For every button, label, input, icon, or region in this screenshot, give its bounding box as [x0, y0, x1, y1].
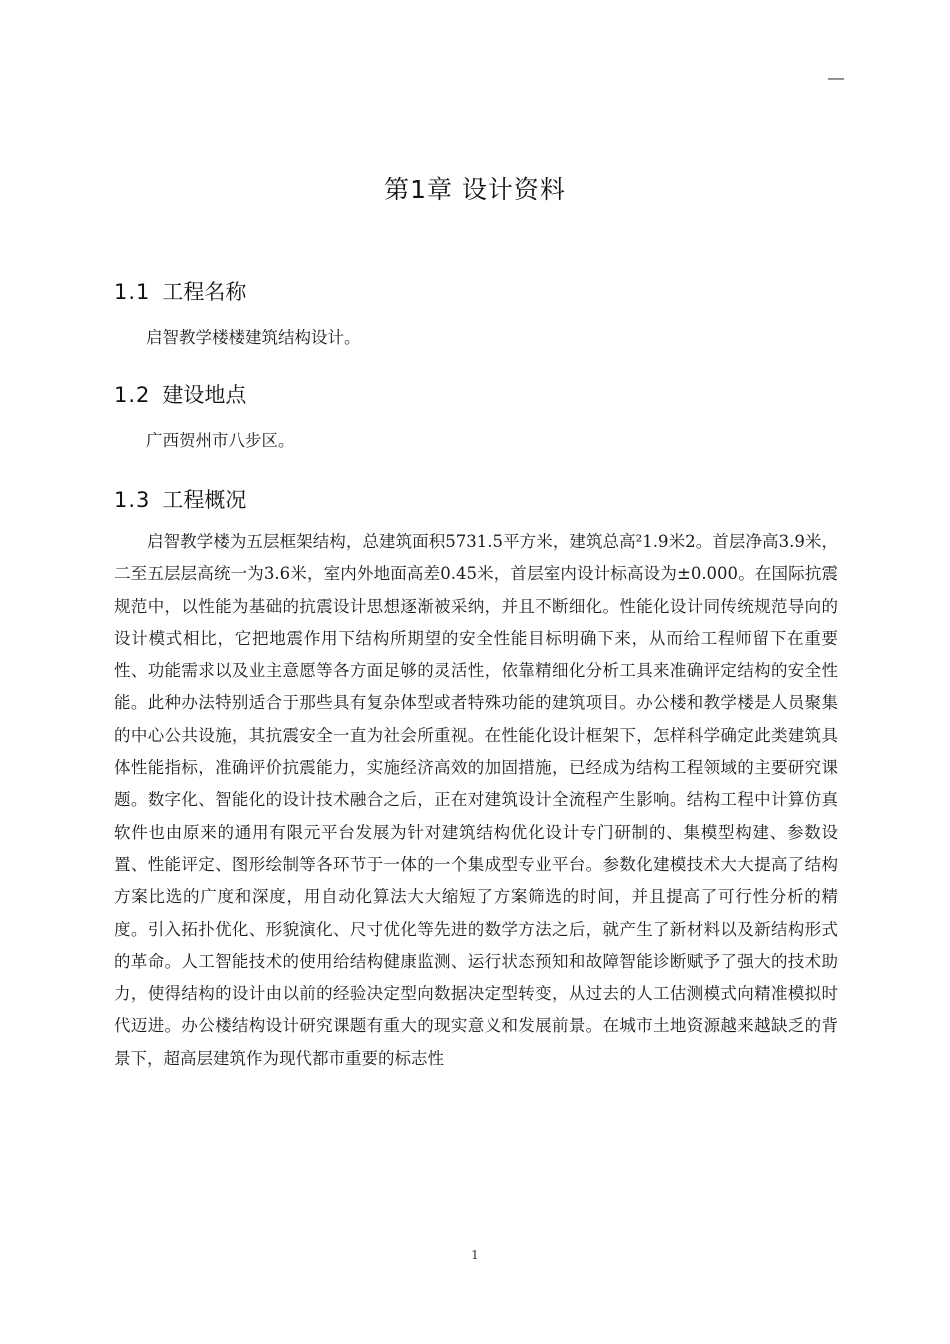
page-number: 1: [471, 1248, 479, 1262]
section-body-1-1: 启智教学楼楼建筑结构设计。: [146, 328, 361, 347]
section-title: 工程概况: [162, 488, 247, 512]
section-number: 1.1: [114, 280, 151, 304]
header-mark: —: [828, 70, 844, 87]
section-body-1-2: 广西贺州市八步区。: [146, 431, 295, 450]
section-title: 建设地点: [162, 383, 247, 407]
section-heading-1-2: [114, 379, 246, 409]
section-title: 工程名称: [162, 280, 247, 304]
section-number: 1.2: [114, 383, 151, 407]
section-heading-1-1: [114, 276, 246, 306]
section-heading-1-3: [114, 484, 246, 514]
section-number: 1.3: [114, 488, 151, 512]
section-body-1-3: 启智教学楼为五层框架结构，总建筑面积5731.5平方米，建筑总高²1.9米2。首层净高3.9米，二至五层层高统一为3.6米，室内外地面高差0.45米，首层室内设计标高设为±0.000。在国际抗震规范中，以性能为基础的抗震设计思想逐渐被采纳，并且不断细化。性能化设计同传统规范导向的设计模式相比，它把地震作用下结构所期望的安全性能目标明确下来，从而给工程师留下在重要性、功能需求以及业主意愿等各方面足够的灵活性，依靠精细化分析工具来准确评定结构的安全性能。此种办法特别适合于那些具有复杂体型或者特殊功能的建筑项目。办公楼和教学楼是人员聚集的中心公共设施，其抗震安全一直为社会所重视。在性能化设计框架下，怎样科学确定此类建筑具体性能指标，准确评价抗震能力，实施经济高效的加固措施，已经成为结构工程领域的主要研究课题。数字化、智能化的设计技术融合之后，正在对建筑设计全流程产生影响。结构工程中计算仿真软件也由原来的通用有限元平台发展为针对建筑结构优化设计专门研制的、集模型构建、参数设置、性能评定、图形绘制等各环节于一体的一个集成型专业平台。参数化建模技术大大提高了结构方案比选的广度和深度，用自动化算法大大缩短了方案筛选的时间，并且提高了可行性分析的精度。引入拓扑优化、形貌演化、尺寸优化等先进的数学方法之后，就产生了新材料以及新结构形式的革命。人工智能技术的使用给结构健康监测、运行状态预知和故障智能诊断赋予了强大的技术助力，使得结构的设计由以前的经验决定型向数据决定型转变，从过去的人工估测模式向精准模拟时代迈进。办公楼结构设计研究课题有重大的现实意义和发展前景。在城市土地资源越来越缺乏的背景下，超高层建筑作为现代都市重要的标志性: [114, 532, 838, 1068]
chapter-title: 第1章 设计资料: [384, 175, 566, 204]
